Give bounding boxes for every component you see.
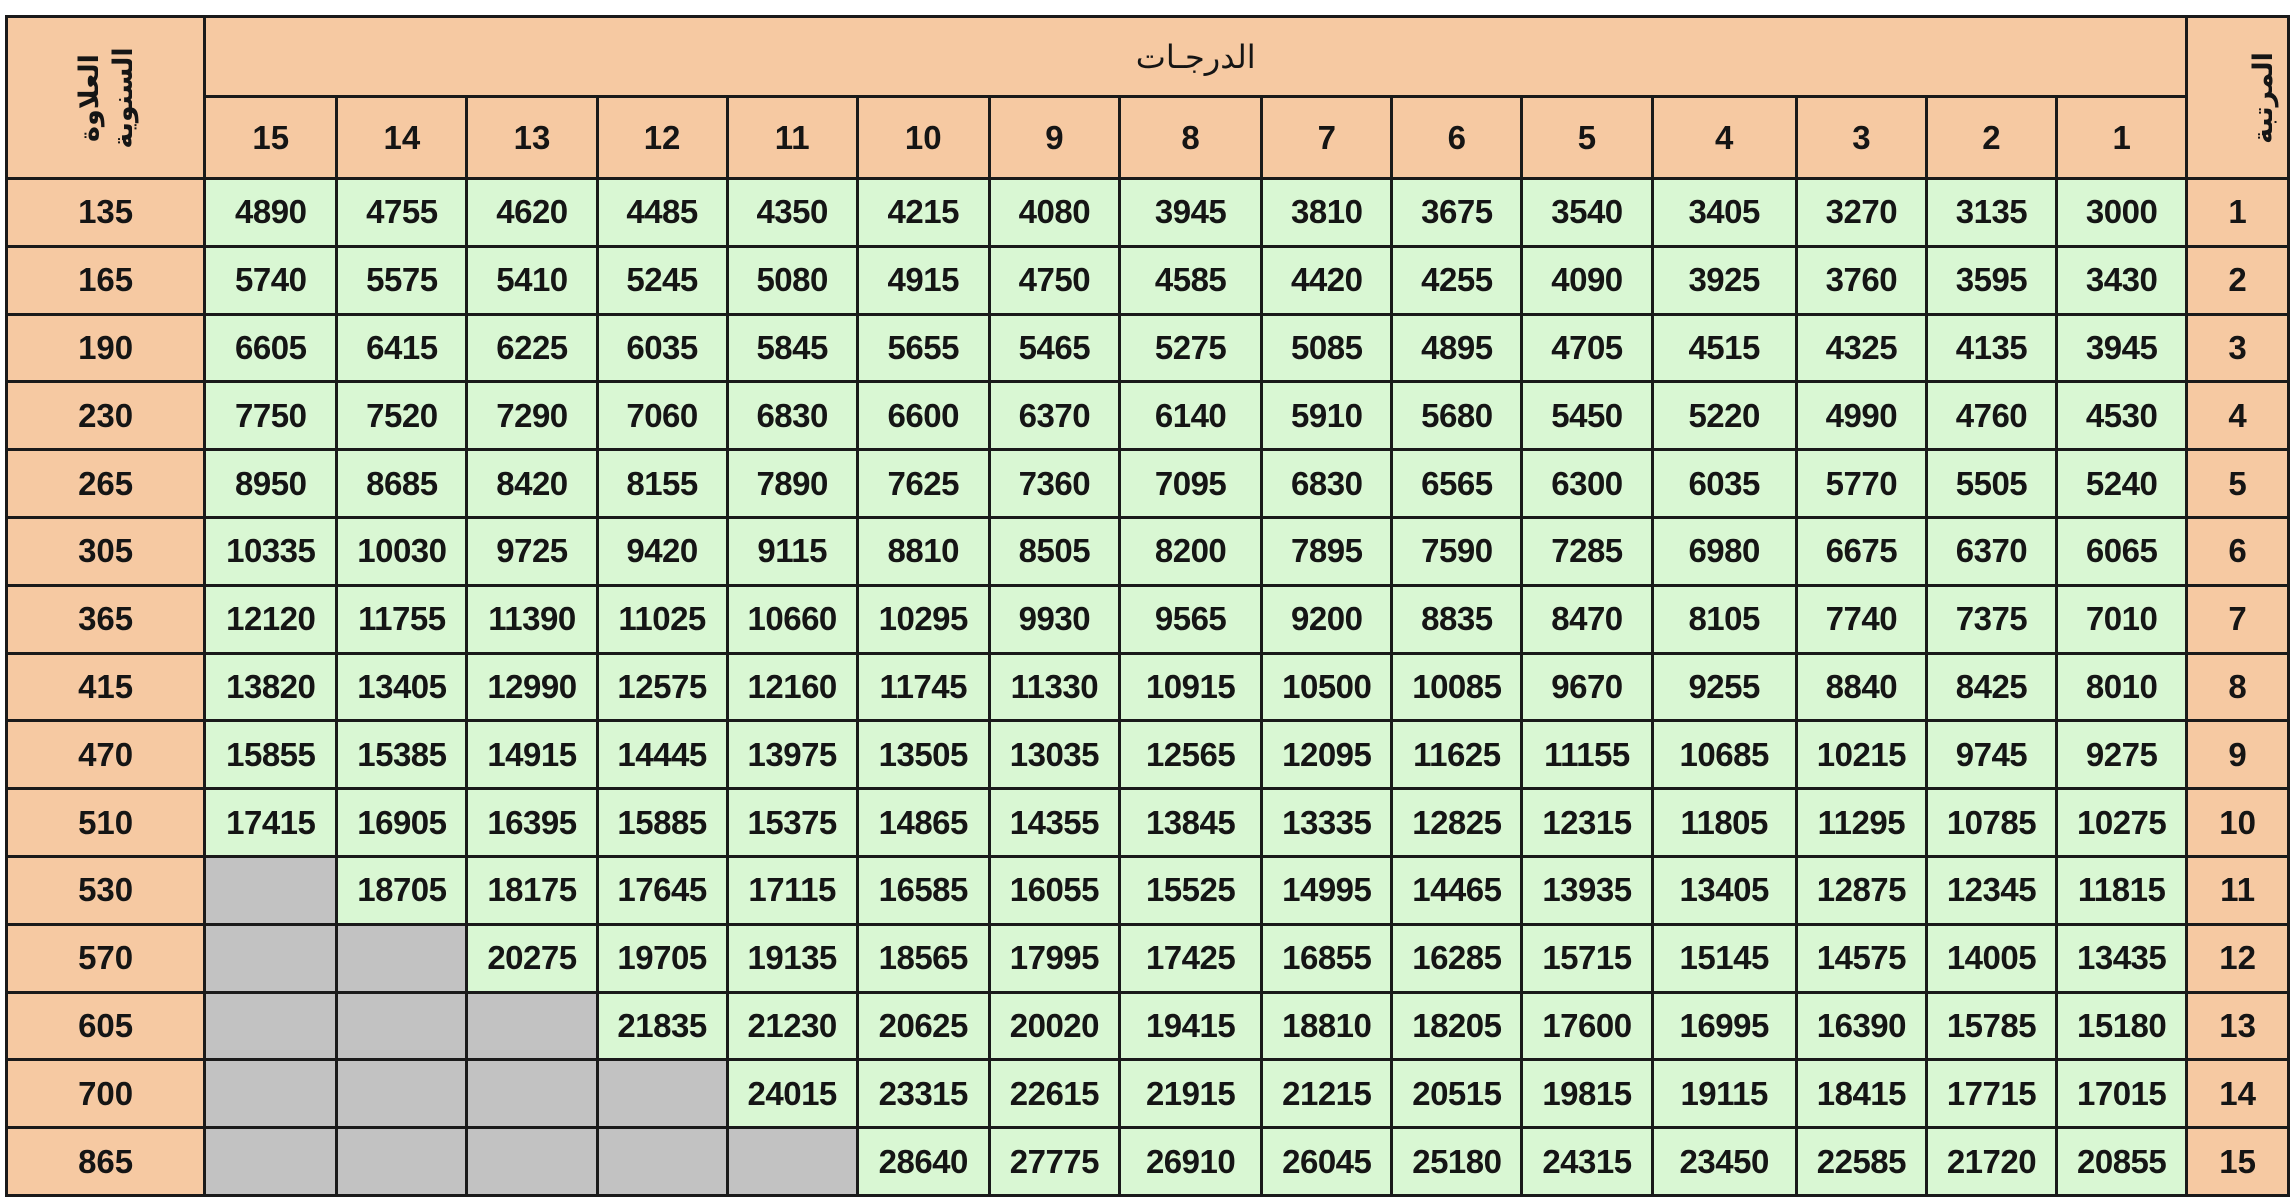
salary-cell: 8950 [205, 450, 337, 518]
salary-cell: 13405 [1652, 856, 1796, 924]
salary-cell: 8685 [337, 450, 467, 518]
grade-header-10: 10 [857, 97, 989, 179]
salary-cell: 5245 [597, 246, 727, 314]
empty-cell [337, 1060, 467, 1128]
salary-cell: 23450 [1652, 1128, 1796, 1196]
grade-header-5: 5 [1522, 97, 1652, 179]
salary-cell: 6830 [1262, 450, 1392, 518]
salary-cell: 6830 [727, 382, 857, 450]
allowance-cell: 570 [7, 924, 205, 992]
table-row [7, 246, 2289, 314]
grade-header-row [7, 97, 2289, 179]
salary-cell: 15715 [1522, 924, 1652, 992]
empty-cell [727, 1128, 857, 1196]
grade-header-4: 4 [1652, 97, 1796, 179]
salary-cell: 5450 [1522, 382, 1652, 450]
salary-cell: 10295 [857, 585, 989, 653]
salary-cell: 4485 [597, 179, 727, 247]
salary-cell: 8200 [1119, 517, 1261, 585]
salary-cell: 15375 [727, 789, 857, 857]
salary-cell: 5085 [1262, 314, 1392, 382]
salary-cell: 15525 [1119, 856, 1261, 924]
rank-header: المرتبة [2187, 17, 2289, 179]
salary-cell: 10685 [1652, 721, 1796, 789]
allowance-cell: 530 [7, 856, 205, 924]
salary-cell: 7890 [727, 450, 857, 518]
salary-cell: 10030 [337, 517, 467, 585]
salary-cell: 5655 [857, 314, 989, 382]
salary-cell: 14355 [989, 789, 1119, 857]
header-row-top [7, 17, 2289, 97]
salary-cell: 5505 [1926, 450, 2056, 518]
rank-cell: 14 [2187, 1060, 2289, 1128]
rank-cell: 10 [2187, 789, 2289, 857]
salary-cell: 4585 [1119, 246, 1261, 314]
salary-cell: 17995 [989, 924, 1119, 992]
salary-cell: 6300 [1522, 450, 1652, 518]
salary-cell: 21915 [1119, 1060, 1261, 1128]
salary-cell: 20515 [1392, 1060, 1522, 1128]
allowance-cell: 700 [7, 1060, 205, 1128]
table-row [7, 653, 2289, 721]
salary-scale-table [5, 15, 2290, 1197]
salary-cell: 18205 [1392, 992, 1522, 1060]
salary-cell: 20855 [2057, 1128, 2187, 1196]
salary-cell: 18175 [467, 856, 597, 924]
rank-cell: 8 [2187, 653, 2289, 721]
salary-cell: 3595 [1926, 246, 2056, 314]
allowance-cell: 230 [7, 382, 205, 450]
salary-cell: 24315 [1522, 1128, 1652, 1196]
allowance-cell: 865 [7, 1128, 205, 1196]
table-row [7, 382, 2289, 450]
salary-cell: 8010 [2057, 653, 2187, 721]
salary-cell: 20625 [857, 992, 989, 1060]
salary-cell: 16395 [467, 789, 597, 857]
salary-cell: 5275 [1119, 314, 1261, 382]
grade-header-12: 12 [597, 97, 727, 179]
table-row [7, 1128, 2289, 1196]
salary-cell: 13035 [989, 721, 1119, 789]
salary-cell: 6605 [205, 314, 337, 382]
salary-cell: 4705 [1522, 314, 1652, 382]
table-row [7, 179, 2289, 247]
salary-cell: 21835 [597, 992, 727, 1060]
salary-cell: 12565 [1119, 721, 1261, 789]
salary-cell: 13845 [1119, 789, 1261, 857]
salary-cell: 9930 [989, 585, 1119, 653]
salary-cell: 3675 [1392, 179, 1522, 247]
salary-cell: 5575 [337, 246, 467, 314]
salary-cell: 12575 [597, 653, 727, 721]
salary-cell: 6600 [857, 382, 989, 450]
salary-cell: 13335 [1262, 789, 1392, 857]
salary-cell: 13935 [1522, 856, 1652, 924]
salary-cell: 7625 [857, 450, 989, 518]
salary-cell: 3270 [1796, 179, 1926, 247]
salary-cell: 16055 [989, 856, 1119, 924]
salary-cell: 10085 [1392, 653, 1522, 721]
salary-cell: 6415 [337, 314, 467, 382]
salary-cell: 15180 [2057, 992, 2187, 1060]
salary-cell: 7520 [337, 382, 467, 450]
salary-cell: 7750 [205, 382, 337, 450]
salary-cell: 10660 [727, 585, 857, 653]
salary-cell: 8810 [857, 517, 989, 585]
allowance-cell: 190 [7, 314, 205, 382]
empty-cell [337, 924, 467, 992]
salary-cell: 6065 [2057, 517, 2187, 585]
salary-cell: 3135 [1926, 179, 2056, 247]
salary-cell: 8425 [1926, 653, 2056, 721]
table-row [7, 314, 2289, 382]
salary-cell: 22615 [989, 1060, 1119, 1128]
salary-cell: 4135 [1926, 314, 2056, 382]
salary-cell: 22585 [1796, 1128, 1926, 1196]
salary-cell: 6140 [1119, 382, 1261, 450]
salary-cell: 12990 [467, 653, 597, 721]
salary-cell: 15855 [205, 721, 337, 789]
salary-cell: 5080 [727, 246, 857, 314]
salary-cell: 25180 [1392, 1128, 1522, 1196]
salary-cell: 10785 [1926, 789, 2056, 857]
salary-cell: 18705 [337, 856, 467, 924]
salary-cell: 17425 [1119, 924, 1261, 992]
salary-cell: 10335 [205, 517, 337, 585]
salary-cell: 3945 [1119, 179, 1261, 247]
grade-header-14: 14 [337, 97, 467, 179]
allowance-cell: 470 [7, 721, 205, 789]
salary-cell: 4515 [1652, 314, 1796, 382]
allowance-cell: 265 [7, 450, 205, 518]
salary-cell: 16855 [1262, 924, 1392, 992]
salary-cell: 9745 [1926, 721, 2056, 789]
rank-cell: 15 [2187, 1128, 2289, 1196]
salary-cell: 5740 [205, 246, 337, 314]
salary-cell: 7360 [989, 450, 1119, 518]
grade-header-15: 15 [205, 97, 337, 179]
salary-cell: 4350 [727, 179, 857, 247]
salary-cell: 7590 [1392, 517, 1522, 585]
salary-cell: 4420 [1262, 246, 1392, 314]
salary-cell: 9670 [1522, 653, 1652, 721]
salary-cell: 8835 [1392, 585, 1522, 653]
rank-cell: 6 [2187, 517, 2289, 585]
salary-cell: 4090 [1522, 246, 1652, 314]
salary-cell: 4915 [857, 246, 989, 314]
salary-cell: 13435 [2057, 924, 2187, 992]
salary-cell: 9420 [597, 517, 727, 585]
salary-cell: 12875 [1796, 856, 1926, 924]
empty-cell [205, 924, 337, 992]
salary-cell: 16995 [1652, 992, 1796, 1060]
allowance-cell: 165 [7, 246, 205, 314]
rank-cell: 9 [2187, 721, 2289, 789]
salary-cell: 5465 [989, 314, 1119, 382]
salary-cell: 17115 [727, 856, 857, 924]
salary-cell: 10915 [1119, 653, 1261, 721]
salary-cell: 12120 [205, 585, 337, 653]
salary-cell: 6370 [1926, 517, 2056, 585]
salary-cell: 12315 [1522, 789, 1652, 857]
empty-cell [597, 1060, 727, 1128]
salary-cell: 23315 [857, 1060, 989, 1128]
salary-cell: 4080 [989, 179, 1119, 247]
allowance-cell: 135 [7, 179, 205, 247]
salary-cell: 8840 [1796, 653, 1926, 721]
salary-cell: 15885 [597, 789, 727, 857]
salary-cell: 17715 [1926, 1060, 2056, 1128]
salary-cell: 8420 [467, 450, 597, 518]
salary-cell: 7375 [1926, 585, 2056, 653]
salary-cell: 11155 [1522, 721, 1652, 789]
salary-cell: 9275 [2057, 721, 2187, 789]
salary-cell: 11295 [1796, 789, 1926, 857]
salary-cell: 5910 [1262, 382, 1392, 450]
salary-cell: 4895 [1392, 314, 1522, 382]
salary-cell: 24015 [727, 1060, 857, 1128]
salary-cell: 3945 [2057, 314, 2187, 382]
salary-cell: 5680 [1392, 382, 1522, 450]
rank-cell: 11 [2187, 856, 2289, 924]
salary-cell: 6225 [467, 314, 597, 382]
table-row [7, 856, 2289, 924]
empty-cell [597, 1128, 727, 1196]
salary-cell: 10500 [1262, 653, 1392, 721]
salary-cell: 12825 [1392, 789, 1522, 857]
salary-cell: 21215 [1262, 1060, 1392, 1128]
salary-cell: 18565 [857, 924, 989, 992]
empty-cell [467, 992, 597, 1060]
salary-cell: 4620 [467, 179, 597, 247]
salary-cell: 3430 [2057, 246, 2187, 314]
salary-cell: 14465 [1392, 856, 1522, 924]
grade-header-2: 2 [1926, 97, 2056, 179]
salary-cell: 15385 [337, 721, 467, 789]
salary-cell: 7895 [1262, 517, 1392, 585]
salary-cell: 4990 [1796, 382, 1926, 450]
salary-cell: 19815 [1522, 1060, 1652, 1128]
salary-cell: 9255 [1652, 653, 1796, 721]
salary-cell: 11025 [597, 585, 727, 653]
salary-cell: 14995 [1262, 856, 1392, 924]
rank-cell: 12 [2187, 924, 2289, 992]
grade-header-9: 9 [989, 97, 1119, 179]
allowance-cell: 605 [7, 992, 205, 1060]
salary-cell: 18810 [1262, 992, 1392, 1060]
salary-cell: 19705 [597, 924, 727, 992]
table-row [7, 1060, 2289, 1128]
salary-cell: 8155 [597, 450, 727, 518]
salary-cell: 20020 [989, 992, 1119, 1060]
allowance-cell: 365 [7, 585, 205, 653]
salary-cell: 6035 [597, 314, 727, 382]
salary-cell: 21720 [1926, 1128, 2056, 1196]
table-row [7, 789, 2289, 857]
rank-cell: 7 [2187, 585, 2289, 653]
allowance-cell: 510 [7, 789, 205, 857]
salary-cell: 16905 [337, 789, 467, 857]
salary-cell: 19415 [1119, 992, 1261, 1060]
allowance-cell: 305 [7, 517, 205, 585]
salary-cell: 14445 [597, 721, 727, 789]
allowance-header: العلاوة السنوية [7, 17, 205, 179]
table-row [7, 517, 2289, 585]
salary-cell: 13975 [727, 721, 857, 789]
table-row [7, 721, 2289, 789]
empty-cell [205, 1128, 337, 1196]
salary-cell: 8105 [1652, 585, 1796, 653]
salary-cell: 14005 [1926, 924, 2056, 992]
salary-cell: 8505 [989, 517, 1119, 585]
salary-cell: 4325 [1796, 314, 1926, 382]
salary-cell: 11390 [467, 585, 597, 653]
table-row [7, 992, 2289, 1060]
salary-cell: 3810 [1262, 179, 1392, 247]
grade-header-13: 13 [467, 97, 597, 179]
salary-cell: 3000 [2057, 179, 2187, 247]
salary-cell: 9115 [727, 517, 857, 585]
salary-cell: 8470 [1522, 585, 1652, 653]
grade-header-11: 11 [727, 97, 857, 179]
salary-cell: 11815 [2057, 856, 2187, 924]
salary-cell: 17645 [597, 856, 727, 924]
salary-cell: 11755 [337, 585, 467, 653]
salary-cell: 7290 [467, 382, 597, 450]
salary-cell: 5410 [467, 246, 597, 314]
salary-cell: 6675 [1796, 517, 1926, 585]
salary-cell: 13820 [205, 653, 337, 721]
salary-cell: 28640 [857, 1128, 989, 1196]
salary-cell: 6370 [989, 382, 1119, 450]
salary-cell: 4215 [857, 179, 989, 247]
salary-cell: 4760 [1926, 382, 2056, 450]
salary-cell: 12345 [1926, 856, 2056, 924]
salary-cell: 5240 [2057, 450, 2187, 518]
empty-cell [205, 1060, 337, 1128]
salary-cell: 14575 [1796, 924, 1926, 992]
salary-cell: 7095 [1119, 450, 1261, 518]
salary-cell: 21230 [727, 992, 857, 1060]
salary-cell: 3925 [1652, 246, 1796, 314]
salary-cell: 16285 [1392, 924, 1522, 992]
salary-cell: 7060 [597, 382, 727, 450]
empty-cell [337, 1128, 467, 1196]
salary-cell: 9565 [1119, 585, 1261, 653]
salary-cell: 4530 [2057, 382, 2187, 450]
table-row [7, 585, 2289, 653]
salary-cell: 5770 [1796, 450, 1926, 518]
grade-header-6: 6 [1392, 97, 1522, 179]
allowance-cell: 415 [7, 653, 205, 721]
salary-cell: 9200 [1262, 585, 1392, 653]
salary-cell: 26045 [1262, 1128, 1392, 1196]
salary-cell: 27775 [989, 1128, 1119, 1196]
empty-cell [467, 1060, 597, 1128]
salary-cell: 5220 [1652, 382, 1796, 450]
salary-cell: 15785 [1926, 992, 2056, 1060]
grade-header-1: 1 [2057, 97, 2187, 179]
grade-header-3: 3 [1796, 97, 1926, 179]
salary-cell: 4750 [989, 246, 1119, 314]
salary-cell: 20275 [467, 924, 597, 992]
salary-cell: 17600 [1522, 992, 1652, 1060]
table-row [7, 450, 2289, 518]
salary-cell: 7285 [1522, 517, 1652, 585]
salary-cell: 13505 [857, 721, 989, 789]
salary-cell: 6035 [1652, 450, 1796, 518]
salary-cell: 4255 [1392, 246, 1522, 314]
salary-cell: 5845 [727, 314, 857, 382]
rank-cell: 3 [2187, 314, 2289, 382]
salary-cell: 14915 [467, 721, 597, 789]
salary-cell: 3760 [1796, 246, 1926, 314]
grade-header-7: 7 [1262, 97, 1392, 179]
salary-cell: 11330 [989, 653, 1119, 721]
salary-cell: 7740 [1796, 585, 1926, 653]
rank-cell: 2 [2187, 246, 2289, 314]
salary-cell: 13405 [337, 653, 467, 721]
salary-cell: 17415 [205, 789, 337, 857]
salary-cell: 12160 [727, 653, 857, 721]
table-row [7, 924, 2289, 992]
salary-cell: 4890 [205, 179, 337, 247]
salary-cell: 10215 [1796, 721, 1926, 789]
salary-cell: 15145 [1652, 924, 1796, 992]
salary-cell: 18415 [1796, 1060, 1926, 1128]
salary-cell: 16585 [857, 856, 989, 924]
salary-cell: 3405 [1652, 179, 1796, 247]
salary-cell: 19135 [727, 924, 857, 992]
empty-cell [337, 992, 467, 1060]
empty-cell [205, 856, 337, 924]
salary-cell: 17015 [2057, 1060, 2187, 1128]
salary-cell: 16390 [1796, 992, 1926, 1060]
salary-cell: 19115 [1652, 1060, 1796, 1128]
salary-cell: 6565 [1392, 450, 1522, 518]
salary-cell: 10275 [2057, 789, 2187, 857]
salary-cell: 11805 [1652, 789, 1796, 857]
salary-cell: 26910 [1119, 1128, 1261, 1196]
salary-cell: 11625 [1392, 721, 1522, 789]
rank-cell: 13 [2187, 992, 2289, 1060]
salary-cell: 4755 [337, 179, 467, 247]
salary-cell: 9725 [467, 517, 597, 585]
rank-cell: 4 [2187, 382, 2289, 450]
grade-header-8: 8 [1119, 97, 1261, 179]
salary-cell: 7010 [2057, 585, 2187, 653]
grades-title: الدرجـات [205, 17, 2187, 97]
salary-cell: 3540 [1522, 179, 1652, 247]
salary-cell: 11745 [857, 653, 989, 721]
rank-cell: 1 [2187, 179, 2289, 247]
salary-cell: 12095 [1262, 721, 1392, 789]
rank-cell: 5 [2187, 450, 2289, 518]
salary-cell: 6980 [1652, 517, 1796, 585]
empty-cell [467, 1128, 597, 1196]
empty-cell [205, 992, 337, 1060]
salary-cell: 14865 [857, 789, 989, 857]
